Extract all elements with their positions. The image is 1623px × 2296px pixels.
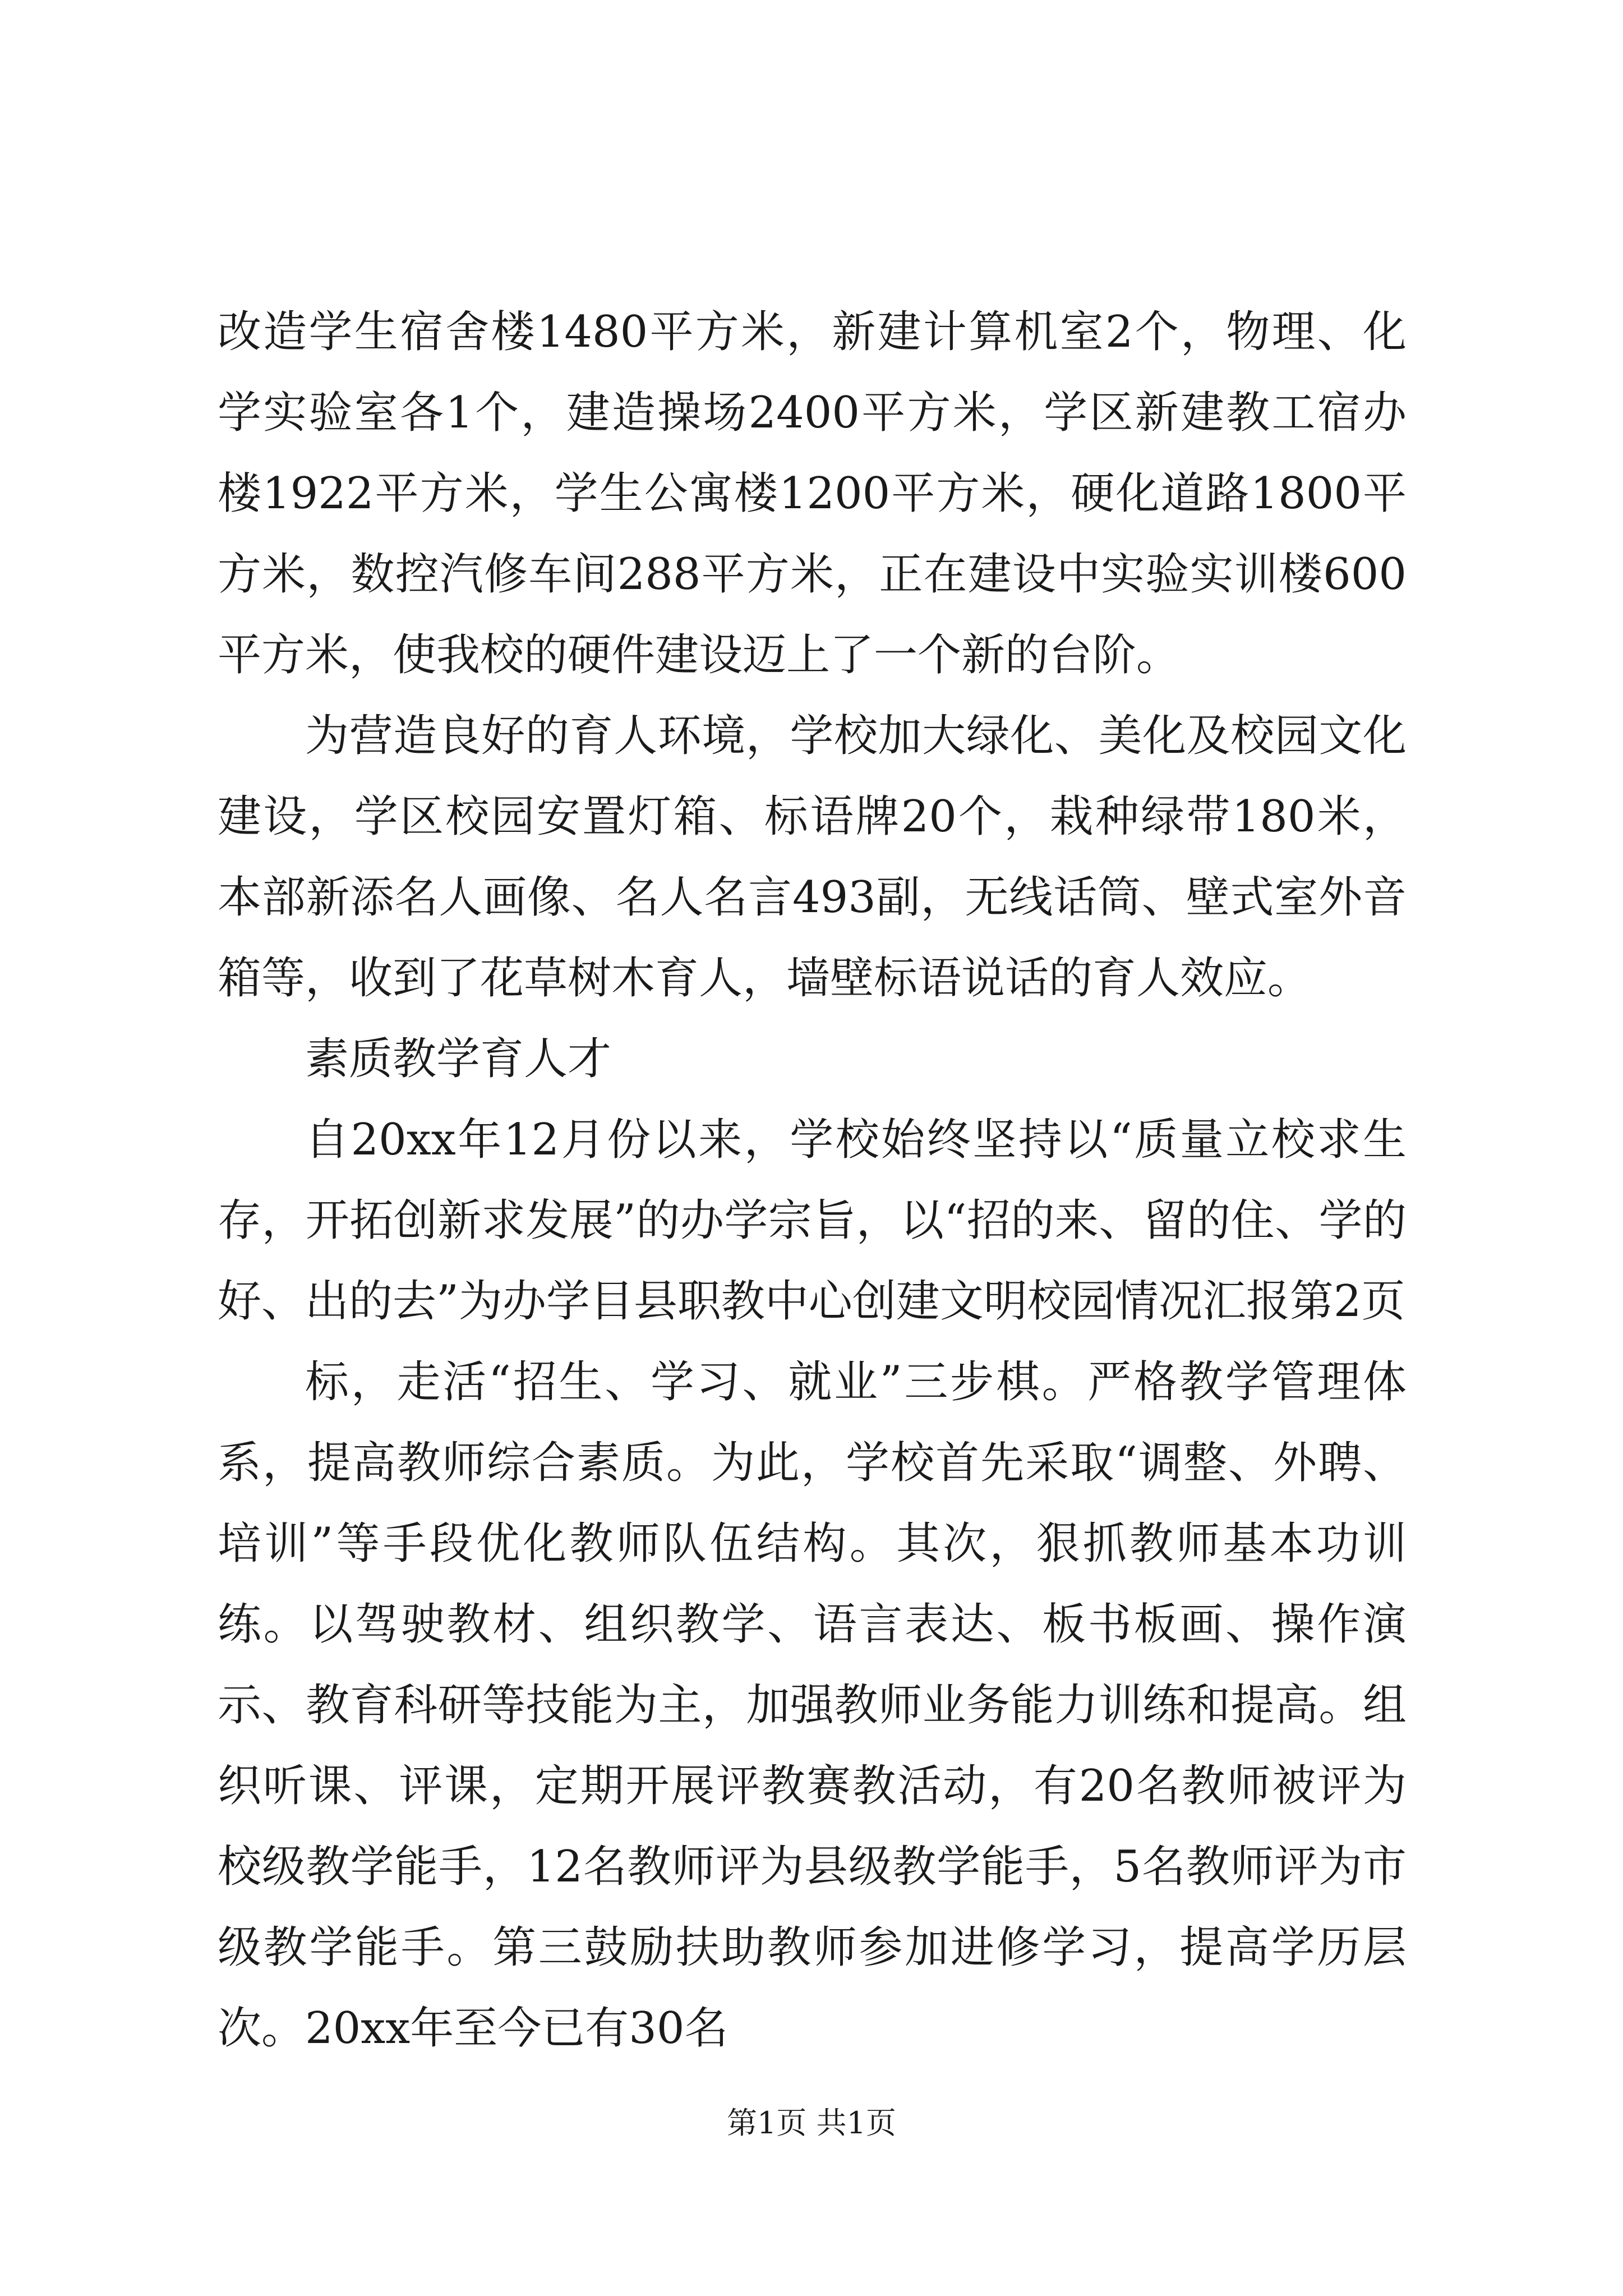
paragraph-teachers: 标，走活“招生、学习、就业”三步棋。严格教学管理体系，提高教师综合素质。为此，学校首先采取“调整、外聘、培训”等手段优化教师队伍结构。其次，狠抓教师基本功训练。以驾驶教材、组织教学、语言表达、板书板画、操作演示、教育科研等技能为主，加强教师业务能力训练和提高。组织听课、评课，定期开展评教赛教活动，有20名教师被评为校级教学能手，12名教师评为县级教学能手，5名教师评为市级教学能手。第三鼓励扶助教师参加进修学习，提高学历层次。20xx年至今已有30名	[218, 1357, 1407, 2054]
paragraph-environment: 为营造良好的育人环境，学校加大绿化、美化及校园文化建设，学区校园安置灯箱、标语牌20个，栽种绿带180米，本部新添名人画像、名人名言493副，无线话筒、壁式室外音箱等，收到了花草树木育人，墙壁标语说话的育人效应。	[218, 711, 1407, 1004]
paragraph-philosophy: 自20xx年12月份以来，学校始终坚持以“质量立校求生存，开拓创新求发展”的办学宗旨，以“招的来、留的住、学的好、出的去”为办学目县职教中心创建文明校园情况汇报第2页	[218, 1115, 1407, 1327]
page-footer: 第1页 共1页	[727, 2105, 896, 2141]
document-body	[218, 292, 1407, 2069]
paragraph-facilities: 改造学生宿舍楼1480平方米，新建计算机室2个，物理、化学实验室各1个，建造操场2400平方米，学区新建教工宿办楼1922平方米，学生公寓楼1200平方米，硬化道路1800平方米，数控汽修车间288平方米，正在建设中实验实训楼600平方米，使我校的硬件建设迈上了一个新的台阶。	[218, 307, 1407, 680]
section-heading: 素质教学育人才	[305, 1034, 612, 1084]
